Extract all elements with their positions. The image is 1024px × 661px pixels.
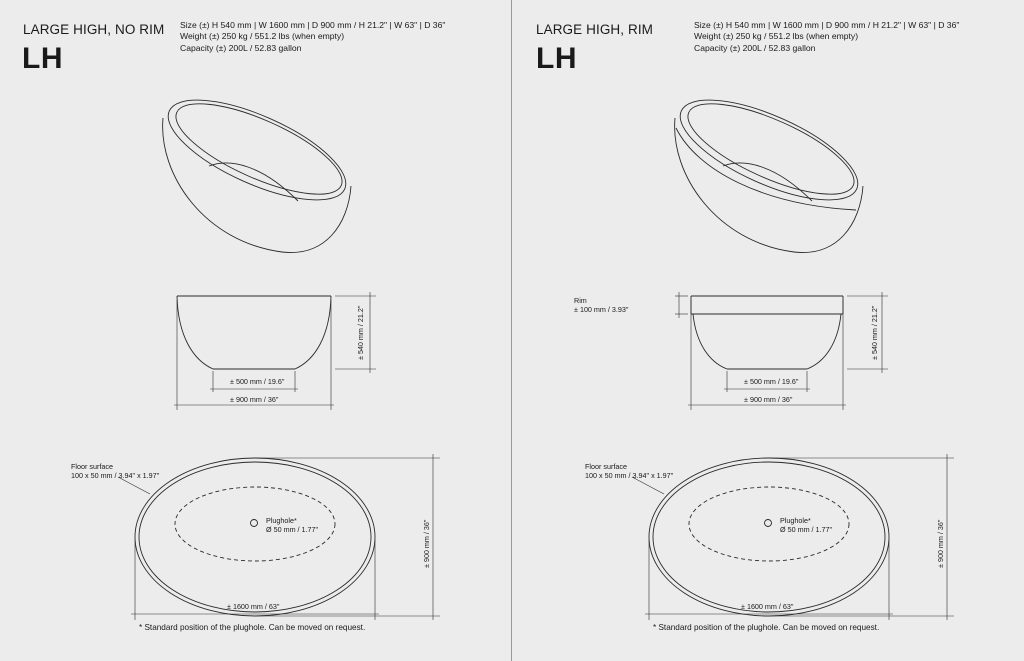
floor-surface-label: Floor surface 100 x 50 mm / 3.94" x 1.97": [585, 462, 674, 480]
plan-length-label: ± 1600 mm / 63": [227, 602, 280, 611]
product-code: LH: [536, 42, 577, 75]
plan-depth-label: ± 900 mm / 36": [936, 519, 945, 568]
dim-width-label: ± 900 mm / 36": [744, 395, 793, 404]
elevation-dimensions: [174, 292, 376, 410]
spec-size: Size (±) H 540 mm | W 1600 mm | D 900 mm / H 21.2" | W 63" | D 36": [694, 20, 960, 30]
dim-height-label: ± 540 mm / 21.2": [356, 305, 365, 360]
spec-capacity: Capacity (±) 200L / 52.83 gallon: [694, 42, 816, 53]
technical-drawing: [512, 0, 1024, 661]
plan-length-label: ± 1600 mm / 63": [741, 602, 794, 611]
dim-height-label: ± 540 mm / 21.2": [870, 305, 879, 360]
spec-capacity: Capacity (±) 200L / 52.83 gallon: [180, 42, 302, 53]
dim-base-label: ± 500 mm / 19.6": [230, 377, 285, 386]
plan-dimensions: [118, 454, 440, 620]
product-title: LARGE HIGH, RIM: [536, 22, 654, 37]
plan-depth-label: ± 900 mm / 36": [422, 519, 431, 568]
elevation-view: [691, 296, 843, 369]
plan-dimensions: [632, 454, 954, 620]
elevation-dimensions: [675, 292, 888, 410]
rim-label: Rim ± 100 mm / 3.93": [574, 296, 629, 314]
elevation-view: [177, 296, 331, 369]
dim-width-label: ± 900 mm / 36": [230, 395, 279, 404]
product-title: LARGE HIGH, NO RIM: [23, 22, 165, 37]
plan-view: [649, 458, 889, 616]
floor-surface-label: Floor surface 100 x 50 mm / 3.94" x 1.97": [71, 462, 160, 480]
dim-base-label: ± 500 mm / 19.6": [744, 377, 799, 386]
spec-weight: Weight (±) 250 kg / 551.2 lbs (when empty): [180, 31, 345, 42]
panel-rim: [512, 0, 1024, 661]
perspective-tub: [155, 80, 358, 253]
footnote: * Standard position of the plughole. Can be moved on request.: [139, 623, 366, 632]
plan-view: [135, 458, 375, 616]
product-code: LH: [22, 42, 63, 75]
plughole-label: Plughole* Ø 50 mm / 1.77": [780, 516, 833, 534]
spec-size: Size (±) H 540 mm | W 1600 mm | D 900 mm / H 21.2" | W 63" | D 36": [180, 20, 446, 30]
footnote: * Standard position of the plughole. Can be moved on request.: [653, 623, 880, 632]
perspective-tub: [667, 80, 870, 253]
spec-weight: Weight (±) 250 kg / 551.2 lbs (when empty): [694, 31, 859, 42]
plughole-label: Plughole* Ø 50 mm / 1.77": [266, 516, 319, 534]
